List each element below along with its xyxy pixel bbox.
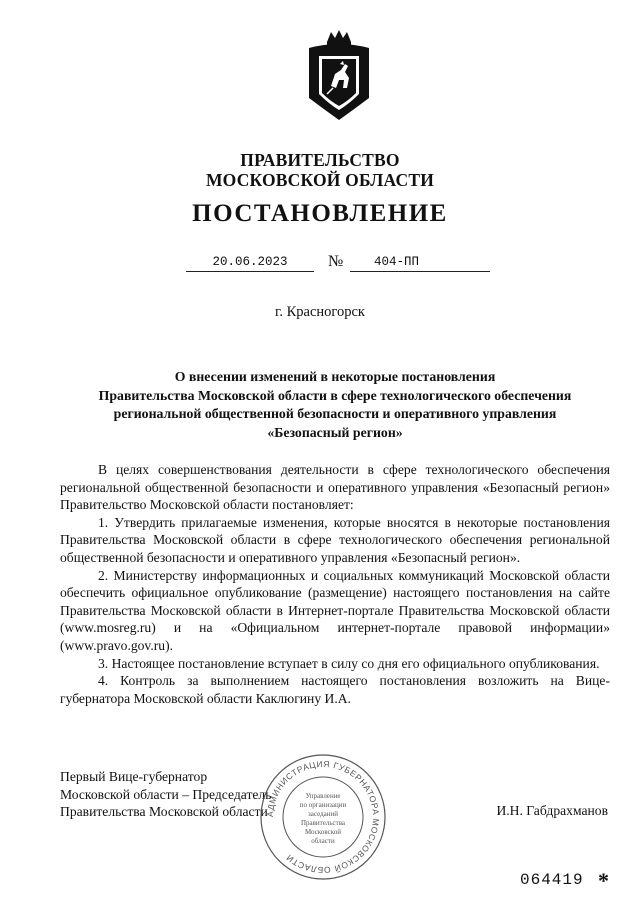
body-paragraph-item-1: 1. Утвердить прилагаемые изменения, которые вносятся в некоторые постановления Правительства Московской области в сфере технологического обеспечения региональной общественной безопасности и оперативного управления «Безопасный регион». [60, 514, 610, 565]
date-number-line [0, 255, 640, 277]
number-underline [350, 271, 490, 272]
document-body [60, 461, 610, 707]
city-line: г. Красногорск [275, 304, 365, 320]
stamp-ring-text: АДМИНИСТРАЦИЯ ГУБЕРНАТОРА МОСКОВСКОЙ ОБЛАСТИ [264, 758, 382, 876]
title-line: «Безопасный регион» [267, 424, 403, 440]
title-line: Правительства Московской области в сфере технологического обеспечения [98, 387, 572, 403]
body-paragraph-item-3: 3. Настоящее постановление вступает в силу со дня его официального опубликования. [98, 655, 600, 671]
title-line: региональной общественной безопасности и оперативного управления [113, 406, 557, 421]
coat-of-arms-emblem [303, 28, 375, 124]
org-name-line2: МОСКОВСКОЙ ОБЛАСТИ [205, 170, 435, 190]
date-underline [186, 271, 314, 272]
body-paragraph-item-2: 2. Министерству информационных и социальных коммуникаций Московской области обеспечить официальное опубликование (размещение) настоящего постановления на сайте Правительства Московской области в Интернет-портале Правительства Московской области (www.mosreg.ru) и на «Официальном интернет-портале правовой информации» (www.pravo.gov.ru). [60, 567, 610, 653]
stamp-center-line: по организации [299, 801, 347, 809]
document-number: 404-ПП [374, 255, 420, 269]
signer-position-line: Московской области – Председатель [60, 786, 272, 802]
signer-position-line: Первый Вице-губернатор [60, 769, 208, 784]
body-paragraph-preamble: В целях совершенствования деятельности в сфере технологического обеспечения региональной общественной безопасности и оперативного управления «Безопасный регион» Правительство Московской области постановляет: [60, 462, 610, 513]
signer-name: И.Н. Габдрахманов [496, 803, 608, 818]
stamp-center-line: Управление [305, 792, 341, 800]
stamp-center-line: области [311, 837, 335, 845]
number-sign: № [328, 253, 344, 270]
official-stamp [258, 752, 388, 882]
document-title [60, 368, 610, 442]
title-line: О внесении изменений в некоторые постановления [174, 369, 496, 384]
document-serial-number: 064419 [520, 871, 584, 889]
body-paragraph-item-4: 4. Контроль за выполнением настоящего постановления возложить на Вице-губернатора Московской области Каклюгину И.А. [60, 673, 610, 706]
signer-position-line: Правительства Московской области [60, 804, 268, 820]
stamp-center-line: заседаний [308, 810, 338, 818]
org-name-line1: ПРАВИТЕЛЬСТВО [240, 150, 400, 170]
document-type-heading: ПОСТАНОВЛЕНИЕ [192, 200, 448, 227]
document-date: 20.06.2023 [212, 255, 288, 269]
asterisk-mark: * [598, 868, 609, 893]
stamp-center-line: Московской [304, 828, 342, 836]
stamp-center-line: Правительства [300, 819, 346, 827]
